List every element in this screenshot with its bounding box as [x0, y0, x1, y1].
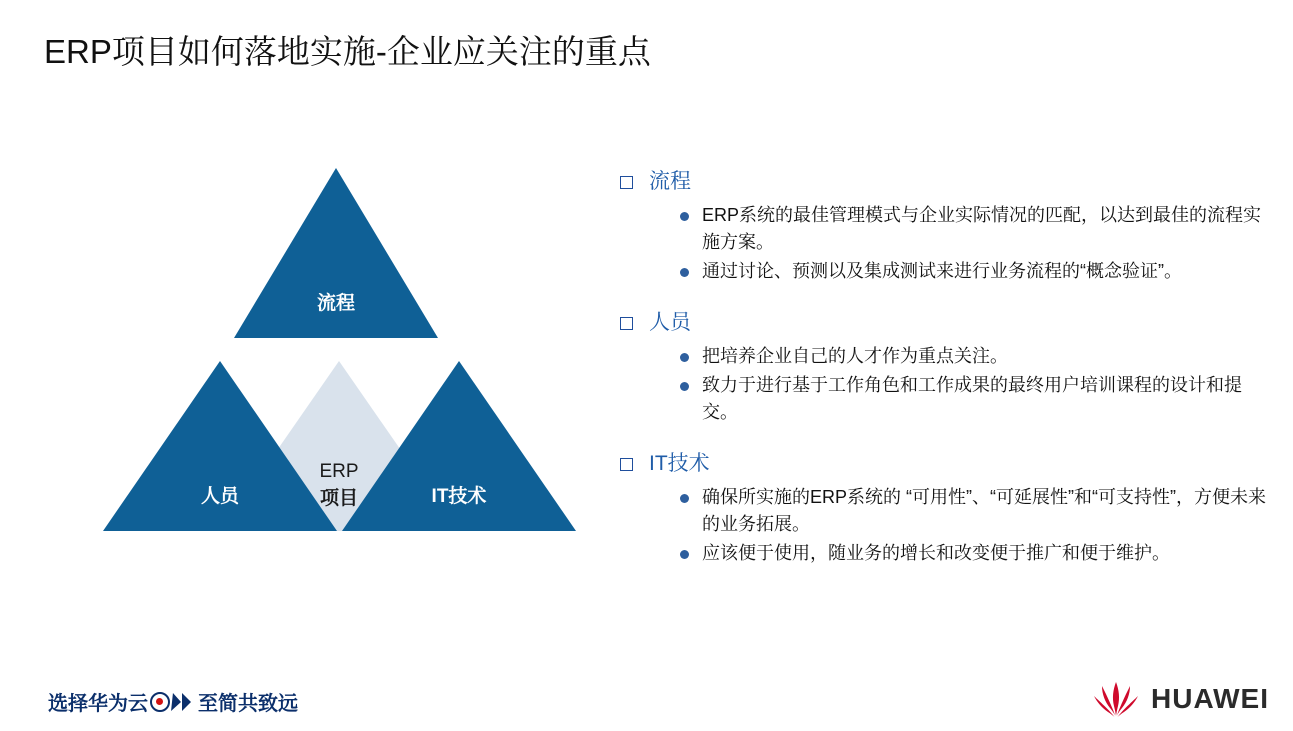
section-items	[620, 202, 1270, 285]
section-heading	[620, 309, 1270, 337]
section-heading	[620, 168, 1270, 196]
page-title: ERP项目如何落地实施-企业应关注的重点	[44, 33, 651, 70]
center-label-line1: ERP	[319, 461, 359, 482]
list-item: ERP系统的最佳管理模式与企业实际情况的匹配，以达到最佳的流程实施方案。	[680, 202, 1270, 256]
slogan-right-text: 至简共致远	[198, 693, 298, 715]
center-label-line2: 项目	[319, 488, 358, 509]
section-title: 流程	[649, 170, 691, 193]
brand-name: HUAWEI	[1151, 683, 1269, 714]
huawei-flower-icon	[1093, 678, 1139, 720]
section-heading	[620, 450, 1270, 478]
section-people	[620, 309, 1270, 426]
footer-slogan	[48, 687, 298, 716]
right-triangle-label: IT技术	[431, 486, 487, 507]
list-item: 应该便于使用，随业务的增长和改变便于推广和便于维护。	[680, 540, 1270, 567]
section-process	[620, 168, 1270, 285]
left-triangle-label: 人员	[200, 486, 239, 507]
section-it-technology	[620, 450, 1270, 567]
section-items	[620, 343, 1270, 426]
cloud-one-icon	[150, 691, 196, 713]
huawei-logo	[1093, 678, 1269, 720]
center-triangle-label	[221, 458, 457, 512]
bullet-content	[620, 168, 1270, 569]
top-triangle-label: 流程	[316, 293, 355, 314]
square-bullet-icon	[620, 458, 633, 471]
pyramid-diagram	[100, 168, 580, 533]
section-title: 人员	[649, 311, 691, 334]
list-item: 把培养企业自己的人才作为重点关注。	[680, 343, 1270, 370]
slogan-left-text: 选择华为云	[48, 693, 148, 715]
section-items	[620, 484, 1270, 567]
list-item: 致力于进行基于工作角色和工作成果的最终用户培训课程的设计和提交。	[680, 372, 1270, 426]
list-item: 通过讨论、预测以及集成测试来进行业务流程的“概念验证”。	[680, 258, 1270, 285]
square-bullet-icon	[620, 317, 633, 330]
list-item: 确保所实施的ERP系统的 “可用性”、“可延展性”和“可支持性”，方便未来的业务拓展。	[680, 484, 1270, 538]
section-title: IT技术	[649, 452, 710, 475]
square-bullet-icon	[620, 176, 633, 189]
